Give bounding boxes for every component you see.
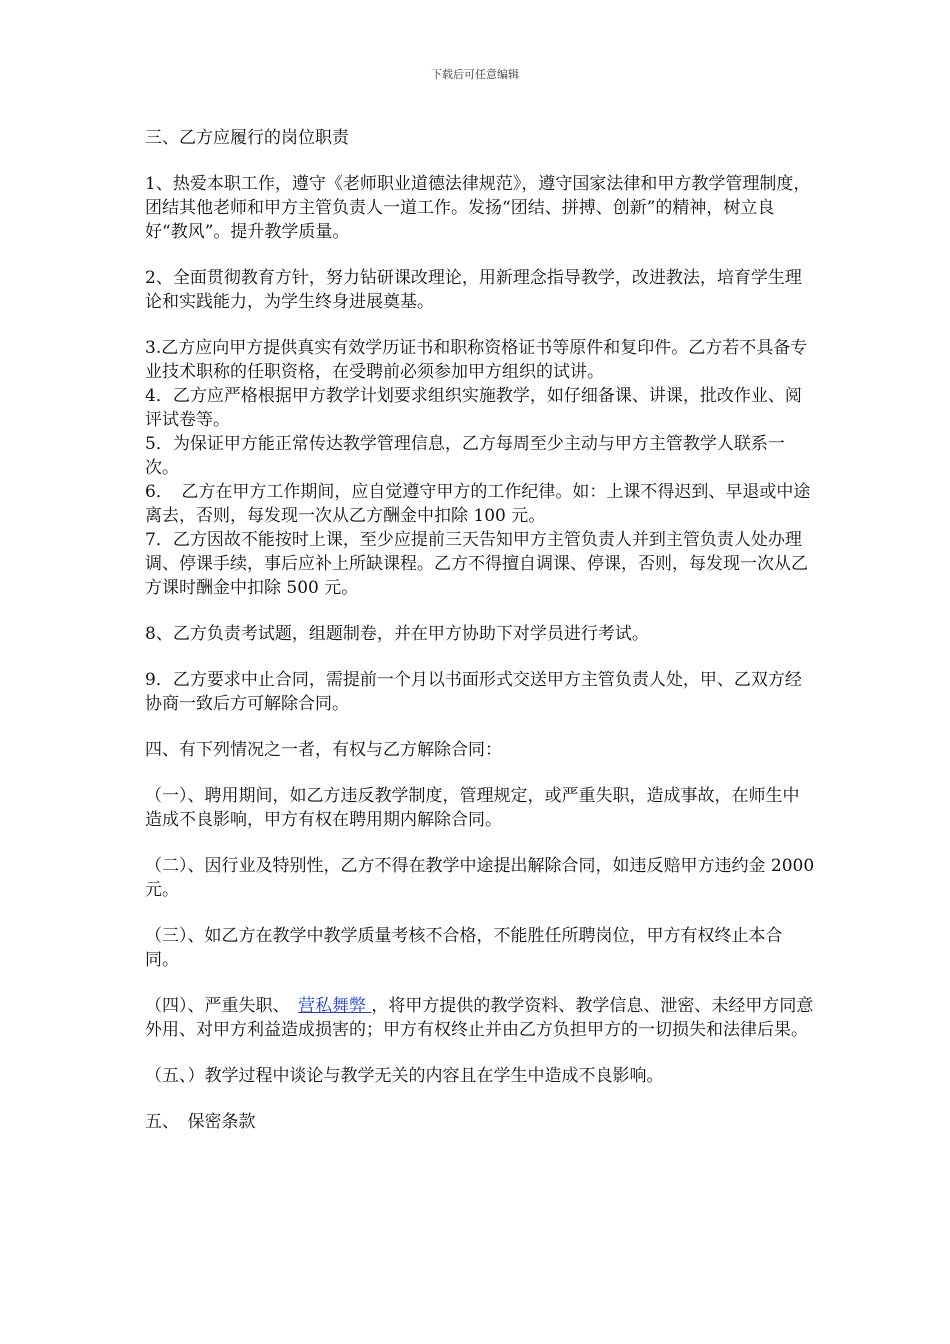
paragraph-list <box>145 126 815 994</box>
header-text: 下载后可任意编辑 <box>431 68 519 81</box>
paragraph-four <box>145 994 815 1042</box>
paragraph-gap <box>145 832 815 854</box>
paragraph-five: （五、）教学过程中谈论与教学无关的内容且在学生中造成不良影响。 <box>145 1066 664 1086</box>
paragraph-gap <box>145 314 815 336</box>
paragraph: 7．乙方因故不能按时上课，至少应提前三天告知甲方主管负责人并到主管负责人处办理调、停课手续，事后应补上所缺课程。乙方不得擅自调课、停课，否则，每发现一次从乙方课时酬金中扣除 500 元。 <box>145 530 808 598</box>
paragraph: 1、热爱本职工作，遵守《老师职业道德法律规范》，遵守国家法律和甲方教学管理制度，团结其他老师和甲方主管负责人一道工作。发扬“团结、拼搏、创新”的精神，树立良好“教风”。提升教学质量。 <box>145 174 811 242</box>
paragraph-gap <box>145 646 815 668</box>
paragraph: 8、乙方负责考试题，组题制卷，并在甲方协助下对学员进行考试。 <box>145 624 649 644</box>
paragraph-gap <box>145 1088 815 1110</box>
section-heading-five: 五、 保密条款 <box>145 1112 256 1132</box>
paragraph-gap <box>145 902 815 924</box>
paragraph-gap <box>145 716 815 738</box>
paragraph: （一）、聘用期间，如乙方违反教学制度，管理规定，或严重失职，造成事故，在师生中造成不良影响，甲方有权在聘用期内解除合同。 <box>145 786 800 830</box>
paragraph-four-prefix: （四）、严重失职、 <box>145 996 298 1016</box>
paragraph: 5．为保证甲方能正常传达教学管理信息，乙方每周至少主动与甲方主管教学人联系一次。 <box>145 434 785 478</box>
paragraph: 3.乙方应向甲方提供真实有效学历证书和职称资格证书等原件和复印件。乙方若不具备专业技术职称的任职资格，在受聘前必须参加甲方组织的试讲。 <box>145 338 808 382</box>
paragraph: 2、全面贯彻教育方针，努力钻研课改理论，用新理念指导教学，改进教法，培育学生理论和实践能力，为学生终身进展奠基。 <box>145 268 802 312</box>
paragraph-gap <box>145 600 815 622</box>
paragraph: 4．乙方应严格根据甲方教学计划要求组织实施教学，如仔细备课、讲课，批改作业、阅评试卷等。 <box>145 386 802 430</box>
paragraph: （三）、如乙方在教学中教学质量考核不合格，不能胜任所聘岗位，甲方有权终止本合同。 <box>145 926 783 970</box>
paragraph-gap <box>145 244 815 266</box>
document-body <box>145 126 815 1134</box>
paragraph: 6． 乙方在甲方工作期间，应自觉遵守甲方的工作纪律。如：上课不得迟到、早退或中途离去，否则，每发现一次从乙方酬金中扣除 100 元。 <box>145 482 811 526</box>
paragraph: 9．乙方要求中止合同，需提前一个月以书面形式交送甲方主管负责人处，甲、乙双方经协商一致后方可解除合同。 <box>145 670 802 714</box>
paragraph: 三、乙方应履行的岗位职责 <box>145 128 349 148</box>
inline-link[interactable]: 营私舞弊 <box>298 996 372 1016</box>
paragraph: 四、有下列情况之一者，有权与乙方解除合同： <box>145 740 502 760</box>
paragraph-gap <box>145 972 815 994</box>
paragraph-four-suffix: ，将甲方提供的教学资料、教学信息、泄密、未经甲方同意外用、对甲方利益造成损害的；甲方有权终止并由乙方负担甲方的一切损失和法律后果。 <box>145 996 814 1040</box>
paragraph-gap <box>145 762 815 784</box>
page-header <box>0 66 950 82</box>
paragraph-gap <box>145 150 815 172</box>
paragraph: （二）、因行业及特别性，乙方不得在教学中途提出解除合同，如违反赔甲方违约金 2000 元。 <box>145 856 815 900</box>
paragraph-gap <box>145 1042 815 1064</box>
